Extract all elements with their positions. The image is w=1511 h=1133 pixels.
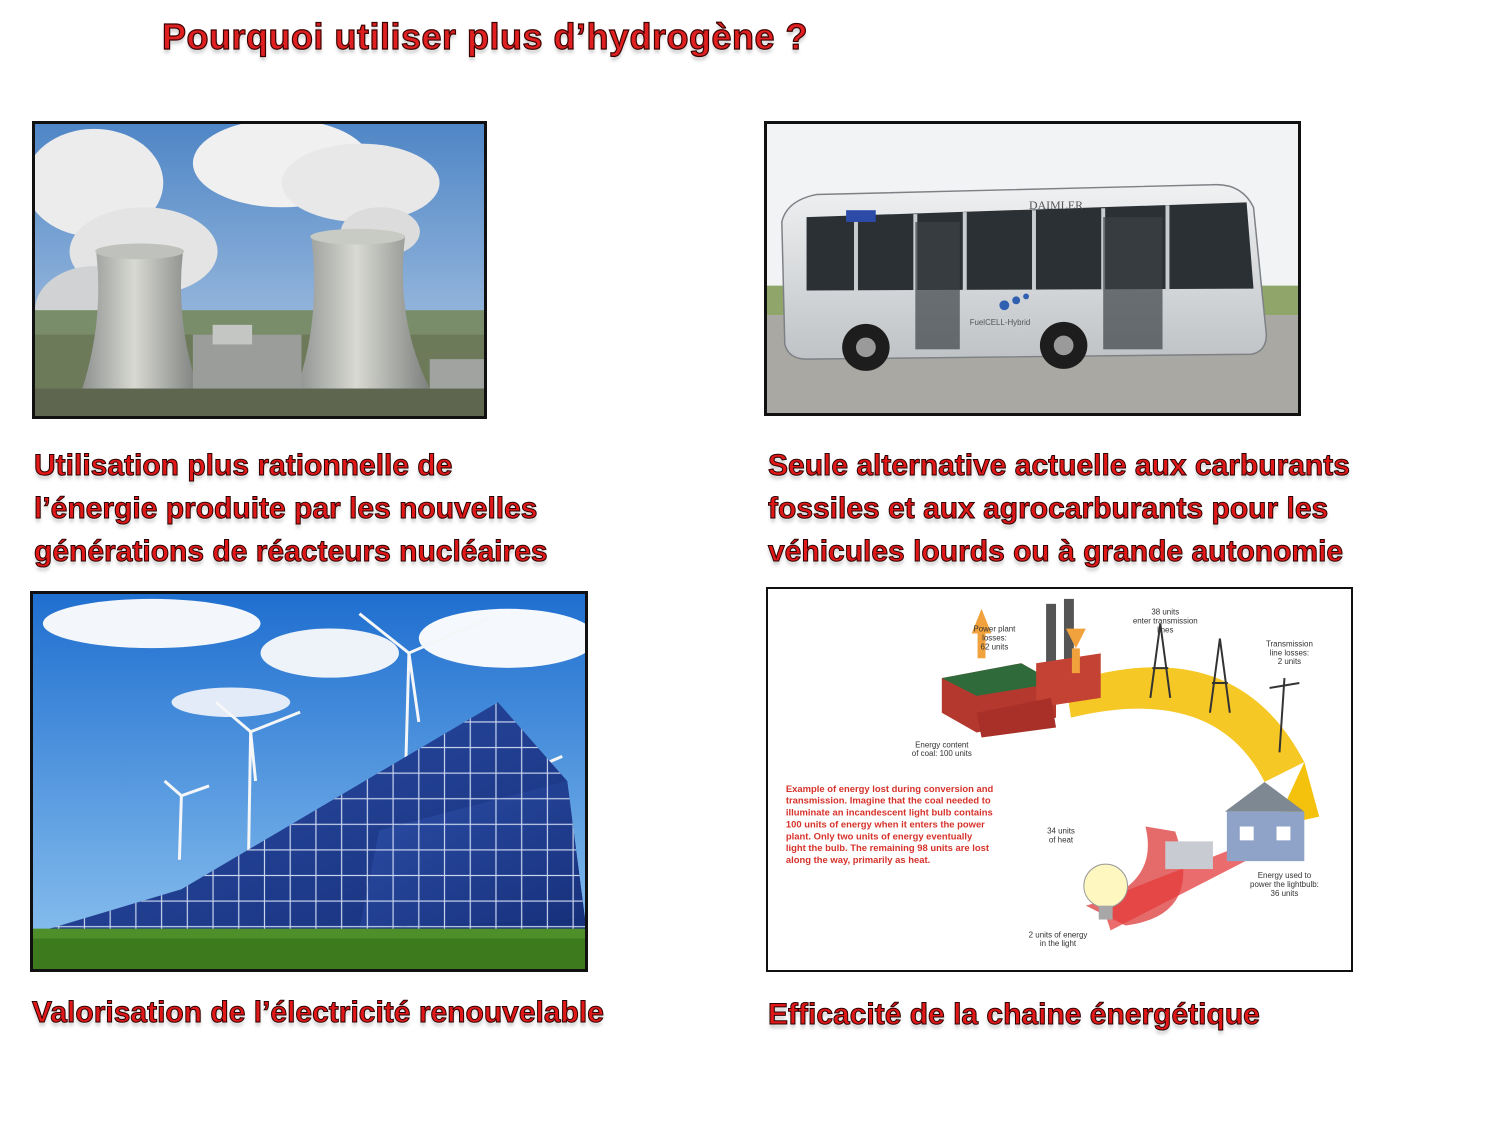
caption-energy-chain: Efficacité de la chaine énergétique [768,998,1260,1031]
nuclear-plant-image [32,121,487,419]
svg-text:Energy used to: Energy used to [1257,870,1312,880]
svg-text:Example of energy lost during: Example of energy lost during conversion and [785,782,994,794]
svg-text:line losses:: line losses: [1269,648,1310,658]
svg-text:losses:: losses: [982,633,1007,643]
svg-text:light the bulb. The remaining: light the bulb. The remaining 98 units are lost [785,842,990,854]
svg-text:power the lightbulb:: power the lightbulb: [1250,879,1319,889]
svg-text:34 units: 34 units [1047,826,1075,836]
svg-text:FuelCELL-Hybrid: FuelCELL-Hybrid [969,317,1031,327]
svg-text:lines: lines [1157,625,1174,635]
page-title: Pourquoi utiliser plus d’hydrogène ? [162,16,809,57]
svg-text:illuminate an incandescent lig: illuminate an incandescent light bulb contains [785,806,993,818]
svg-text:DAIMLER: DAIMLER [1029,198,1084,213]
svg-text:in the light: in the light [1039,939,1077,949]
svg-text:enter transmission: enter transmission [1132,616,1198,626]
caption-nuclear: Utilisation plus rationnelle de l’énergie produite par les nouvelles générations de réacteurs nucléaires [34,449,548,568]
caption-bus: Seule alternative actuelle aux carburants fossiles et aux agrocarburants pour les véhicules lourds ou à grande autonomie [768,449,1350,568]
svg-text:2 units: 2 units [1277,657,1302,667]
fuel-cell-bus-image [764,121,1301,416]
svg-text:36 units: 36 units [1270,888,1299,898]
svg-text:Energy content: Energy content [915,740,969,750]
svg-text:of coal: 100 units: of coal: 100 units [911,749,972,759]
svg-text:along the way, primarily as he: along the way, primarily as heat. [785,854,931,866]
caption-renewable: Valorisation de l’électricité renouvelable [32,996,604,1029]
energy-chain-diagram [766,587,1353,972]
svg-text:transmission. Imagine that th: transmission. Imagine that the coal needed to [785,794,991,806]
svg-text:62 units: 62 units [980,642,1009,652]
svg-text:Transmission: Transmission [1265,639,1313,649]
svg-text:of heat: of heat [1048,835,1074,845]
svg-text:38 units: 38 units [1151,607,1180,617]
solar-wind-image [30,591,588,972]
svg-text:plant. Only two units of ener: plant. Only two units of energy eventually [785,830,973,842]
svg-text:2 units of energy: 2 units of energy [1028,930,1088,940]
svg-text:Power plant: Power plant [973,624,1016,634]
svg-text:100 units of energy when it en: 100 units of energy when it enters the power [785,818,985,830]
